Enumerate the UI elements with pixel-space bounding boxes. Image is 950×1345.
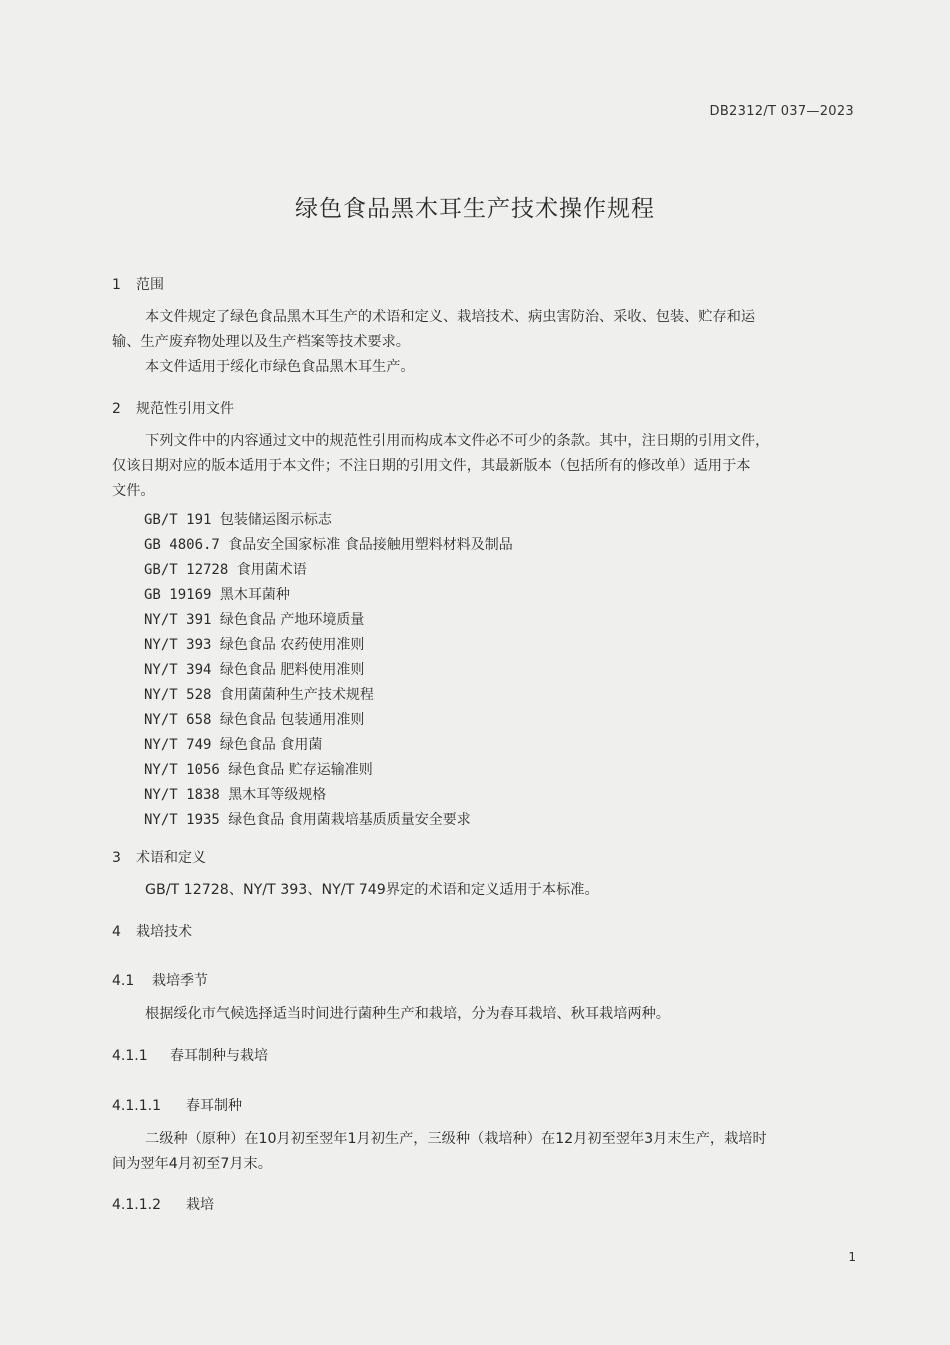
paragraph-line: 仅该日期对应的版本适用于本文件；不注日期的引用文件，其最新版本（包括所有的修改单）适用于本	[112, 458, 751, 474]
paragraph-line: 间为翌年4月初至7月末。	[112, 1156, 272, 1172]
reference-item: NY/T 528 食用菌菌种生产技术规程	[144, 687, 374, 703]
page-number: 1	[848, 1250, 856, 1264]
reference-item: GB/T 191 包装储运图示标志	[144, 512, 332, 528]
paragraph-line: 下列文件中的内容通过文中的规范性引用而构成本文件必不可少的条款。其中，注日期的引用文件，	[145, 433, 770, 449]
section-title: 栽培	[186, 1197, 214, 1213]
section-number: 4.1.1	[112, 1048, 148, 1064]
section-title: 术语和定义	[136, 850, 206, 866]
section-title: 栽培季节	[152, 973, 208, 989]
section-number: 4.1.1.1	[112, 1098, 161, 1114]
paragraph-line: 文件。	[112, 483, 155, 499]
section-title: 规范性引用文件	[136, 401, 234, 417]
section-number: 2	[112, 401, 121, 417]
section-number: 3	[112, 850, 121, 866]
document-number: DB2312/T 037—2023	[709, 104, 854, 119]
reference-item: NY/T 658 绿色食品 包装通用准则	[144, 712, 365, 728]
paragraph-line: GB/T 12728、NY/T 393、NY/T 749界定的术语和定义适用于本标准。	[145, 882, 599, 898]
section-heading-4-1-1-2	[112, 1194, 214, 1214]
paragraph-scope-1	[112, 305, 856, 380]
section-heading-4-1-1-1	[112, 1095, 242, 1115]
reference-item: NY/T 394 绿色食品 肥料使用准则	[144, 662, 365, 678]
paragraph-cultivation-season	[112, 1002, 856, 1027]
section-heading-4	[112, 921, 192, 941]
document-title: 绿色食品黑木耳生产技术操作规程	[295, 196, 655, 222]
reference-item: NY/T 391 绿色食品 产地环境质量	[144, 612, 365, 628]
reference-item: NY/T 1935 绿色食品 食用菌栽培基质质量安全要求	[144, 812, 471, 828]
section-number: 4.1	[112, 973, 135, 989]
paragraph-normative-references	[112, 429, 856, 504]
reference-item: NY/T 393 绿色食品 农药使用准则	[144, 637, 365, 653]
section-heading-4-1-1	[112, 1045, 268, 1065]
reference-item: GB 19169 黑木耳菌种	[144, 587, 290, 603]
section-title: 春耳制种	[186, 1098, 242, 1114]
reference-item: GB/T 12728 食用菌术语	[144, 562, 307, 578]
paragraph-line: 本文件规定了绿色食品黑木耳生产的术语和定义、栽培技术、病虫害防治、采收、包装、贮存和运	[145, 309, 756, 325]
paragraph-line: 二级种（原种）在10月初至翌年1月初生产，三级种（栽培种）在12月初至翌年3月末生产，栽培时	[145, 1131, 767, 1147]
section-title: 栽培技术	[136, 924, 192, 940]
reference-item: NY/T 1838 黑木耳等级规格	[144, 787, 327, 803]
paragraph-line: 根据绥化市气候选择适当时间进行菌种生产和栽培，分为春耳栽培、秋耳栽培两种。	[145, 1006, 670, 1022]
paragraph-line: 输、生产废弃物处理以及生产档案等技术要求。	[112, 334, 410, 350]
reference-item: NY/T 1056 绿色食品 贮存运输准则	[144, 762, 373, 778]
section-heading-4-1	[112, 970, 208, 990]
section-title: 范围	[136, 277, 164, 293]
paragraph-line: 本文件适用于绥化市绿色食品黑木耳生产。	[145, 359, 415, 375]
reference-item: NY/T 749 绿色食品 食用菌	[144, 737, 323, 753]
section-number: 4.1.1.2	[112, 1197, 161, 1213]
section-number: 4	[112, 924, 121, 940]
section-heading-2	[112, 398, 234, 418]
section-heading-3	[112, 847, 206, 867]
reference-item: GB 4806.7 食品安全国家标准 食品接触用塑料材料及制品	[144, 537, 513, 553]
section-heading-1	[112, 274, 164, 294]
paragraph-spring-spawn	[112, 1127, 856, 1177]
section-title: 春耳制种与栽培	[170, 1048, 268, 1064]
section-number: 1	[112, 277, 121, 293]
paragraph-terms	[112, 878, 856, 903]
